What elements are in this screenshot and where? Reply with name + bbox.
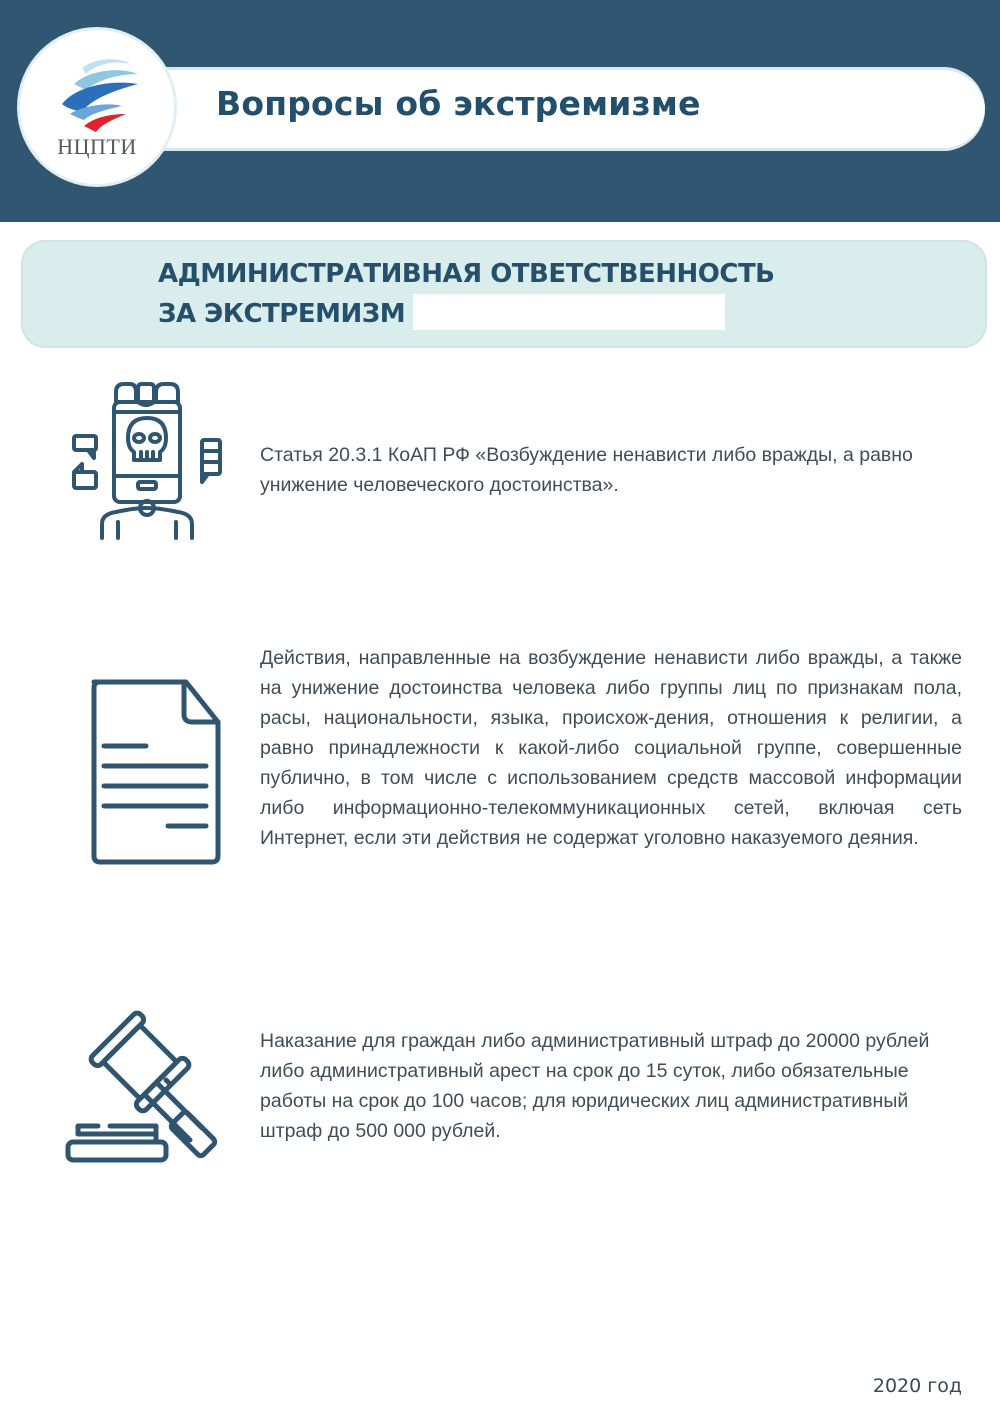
footer-year: 2020 год bbox=[872, 1375, 962, 1397]
redacted-area bbox=[413, 294, 725, 330]
section-title bbox=[158, 254, 858, 334]
page-title: Вопросы об экстремизме bbox=[216, 84, 701, 123]
logo-swoosh-icon bbox=[52, 54, 142, 144]
section-title-line-2: ЗА ЭКСТРЕМИЗМ bbox=[158, 294, 858, 334]
logo bbox=[20, 30, 174, 184]
document-icon bbox=[86, 678, 222, 866]
section-title-line-1: АДМИНИСТРАТИВНАЯ ОТВЕТСТВЕННОСТЬ bbox=[158, 259, 775, 289]
phone-skull-person-icon bbox=[66, 380, 226, 540]
gavel-icon bbox=[62, 1000, 232, 1170]
offense-description-text: Действия, направленные на возбуждение ненависти либо вражды, а также на унижение достоинства человека либо группы лиц по признакам пола, расы, национальности, языка, происхож-дения, отношения к религии, а равно принадлежности к какой-либо социальной группе, совершенные публично, в том числе с использованием средств массовой информации либо информационно-телекоммуникационных сетей, включая сеть Интернет, если эти действия не содержат уголовно наказуемого деяния. bbox=[260, 647, 962, 849]
penalty-text: Наказание для граждан либо административный штраф до 20000 рублей либо административный арест на срок до 15 суток, либо обязательные работы на срок до 100 часов; для юридических лиц административный штраф до 500 000 рублей. bbox=[260, 1030, 930, 1142]
logo-text: НЦПТИ bbox=[57, 134, 137, 159]
article-reference-text: Статья 20.3.1 КоАП РФ «Возбуждение ненависти либо вражды, а равно унижение человеческого достоинства». bbox=[260, 444, 913, 496]
